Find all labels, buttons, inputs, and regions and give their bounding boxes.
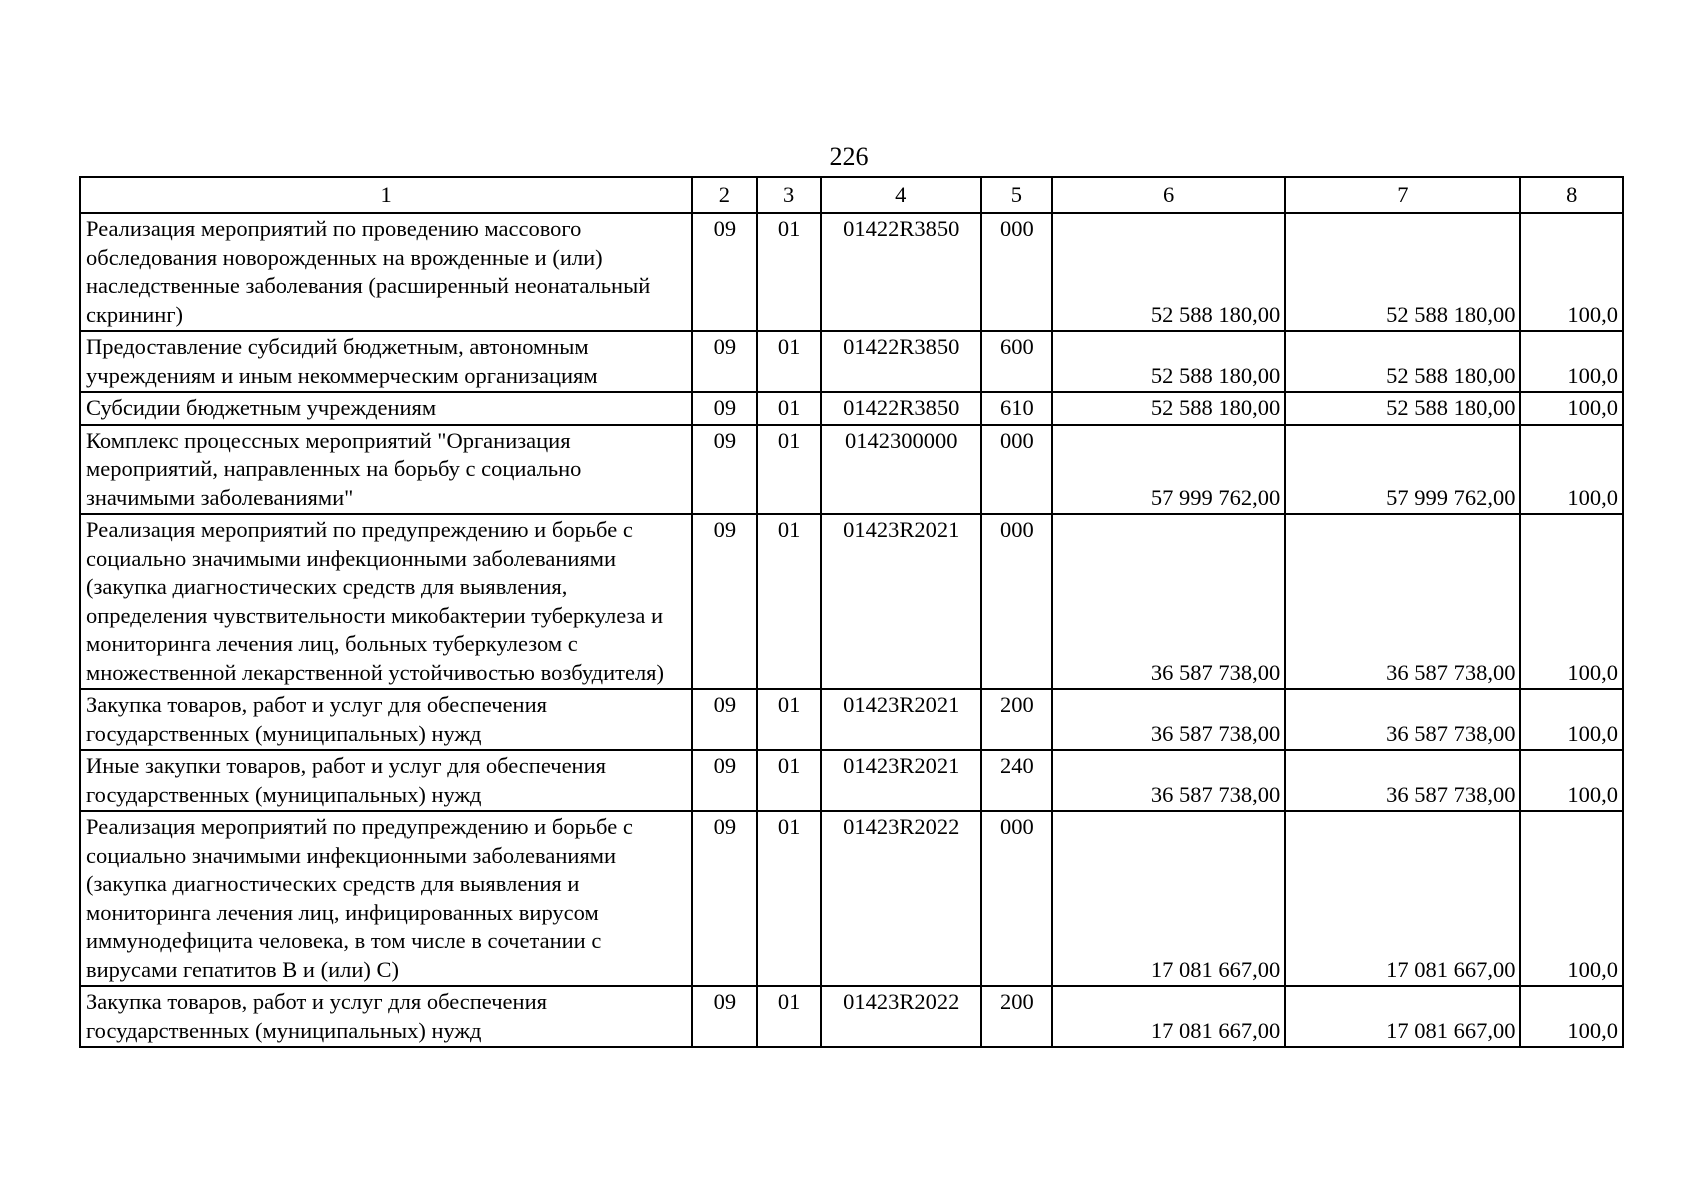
amount-planned: 57 999 762,00 <box>1052 425 1285 515</box>
item-name: Субсидии бюджетным учреждениям <box>80 392 692 425</box>
subsection-code: 01 <box>757 425 821 515</box>
execution-percent: 100,0 <box>1520 811 1623 986</box>
table-row <box>80 689 1623 750</box>
amount-planned: 36 587 738,00 <box>1052 689 1285 750</box>
execution-percent: 100,0 <box>1520 514 1623 689</box>
expense-type-code: 000 <box>981 425 1052 515</box>
subsection-code: 01 <box>757 811 821 986</box>
table-row <box>80 811 1623 986</box>
table-row <box>80 392 1623 425</box>
amount-executed: 36 587 738,00 <box>1285 689 1520 750</box>
subsection-code: 01 <box>757 514 821 689</box>
target-article-code: 01422R3850 <box>821 392 981 425</box>
item-name: Закупка товаров, работ и услуг для обеспечения государственных (муниципальных) нужд <box>80 689 692 750</box>
section-code: 09 <box>692 811 756 986</box>
expense-type-code: 000 <box>981 811 1052 986</box>
amount-executed: 52 588 180,00 <box>1285 331 1520 392</box>
amount-planned: 52 588 180,00 <box>1052 213 1285 331</box>
column-header: 2 <box>692 177 756 213</box>
expense-type-code: 000 <box>981 514 1052 689</box>
target-article-code: 01422R3850 <box>821 331 981 392</box>
section-code: 09 <box>692 213 756 331</box>
column-header: 6 <box>1052 177 1285 213</box>
amount-executed: 17 081 667,00 <box>1285 811 1520 986</box>
item-name: Иные закупки товаров, работ и услуг для обеспечения государственных (муниципальных) нужд <box>80 750 692 811</box>
amount-executed: 52 588 180,00 <box>1285 213 1520 331</box>
target-article-code: 01422R3850 <box>821 213 981 331</box>
page-number: 226 <box>829 142 869 171</box>
item-name: Закупка товаров, работ и услуг для обеспечения государственных (муниципальных) нужд <box>80 986 692 1047</box>
target-article-code: 01423R2022 <box>821 811 981 986</box>
section-code: 09 <box>692 331 756 392</box>
amount-planned: 36 587 738,00 <box>1052 750 1285 811</box>
column-header: 5 <box>981 177 1052 213</box>
expense-type-code: 000 <box>981 213 1052 331</box>
target-article-code: 0142300000 <box>821 425 981 515</box>
subsection-code: 01 <box>757 750 821 811</box>
subsection-code: 01 <box>757 331 821 392</box>
execution-percent: 100,0 <box>1520 750 1623 811</box>
section-code: 09 <box>692 986 756 1047</box>
expense-type-code: 240 <box>981 750 1052 811</box>
column-header: 1 <box>80 177 692 213</box>
item-name: Реализация мероприятий по предупреждению и борьбе с социально значимыми инфекционными заболеваниями (закупка диагностических средств для выявления, определения чувствительности микобактерии туберкулеза и мониторинга лечения лиц, больных туберкулезом с множественной лекарственной устойчивостью возбудителя) <box>80 514 692 689</box>
table-row <box>80 425 1623 515</box>
amount-planned: 17 081 667,00 <box>1052 811 1285 986</box>
amount-executed: 36 587 738,00 <box>1285 514 1520 689</box>
target-article-code: 01423R2021 <box>821 514 981 689</box>
section-code: 09 <box>692 750 756 811</box>
target-article-code: 01423R2022 <box>821 986 981 1047</box>
amount-executed: 17 081 667,00 <box>1285 986 1520 1047</box>
amount-planned: 52 588 180,00 <box>1052 331 1285 392</box>
item-name: Предоставление субсидий бюджетным, автономным учреждениям и иным некоммерческим организациям <box>80 331 692 392</box>
subsection-code: 01 <box>757 213 821 331</box>
column-header: 8 <box>1520 177 1623 213</box>
budget-table <box>79 176 1624 1048</box>
execution-percent: 100,0 <box>1520 425 1623 515</box>
section-code: 09 <box>692 392 756 425</box>
table-row <box>80 986 1623 1047</box>
table-row <box>80 750 1623 811</box>
execution-percent: 100,0 <box>1520 986 1623 1047</box>
header-row <box>80 177 1623 213</box>
subsection-code: 01 <box>757 689 821 750</box>
section-code: 09 <box>692 425 756 515</box>
expense-type-code: 200 <box>981 689 1052 750</box>
execution-percent: 100,0 <box>1520 213 1623 331</box>
section-code: 09 <box>692 514 756 689</box>
target-article-code: 01423R2021 <box>821 689 981 750</box>
item-name: Реализация мероприятий по предупреждению и борьбе с социально значимыми инфекционными заболеваниями (закупка диагностических средств для выявления и мониторинга лечения лиц, инфицированных вирусом иммунодефицита человека, в том числе в сочетании с вирусами гепатитов В и (или) С) <box>80 811 692 986</box>
amount-planned: 36 587 738,00 <box>1052 514 1285 689</box>
expense-type-code: 610 <box>981 392 1052 425</box>
target-article-code: 01423R2021 <box>821 750 981 811</box>
section-code: 09 <box>692 689 756 750</box>
amount-executed: 52 588 180,00 <box>1285 392 1520 425</box>
item-name: Реализация мероприятий по проведению массового обследования новорожденных на врожденные и (или) наследственные заболевания (расширенный неонатальный скрининг) <box>80 213 692 331</box>
subsection-code: 01 <box>757 392 821 425</box>
execution-percent: 100,0 <box>1520 392 1623 425</box>
expense-type-code: 600 <box>981 331 1052 392</box>
subsection-code: 01 <box>757 986 821 1047</box>
item-name: Комплекс процессных мероприятий "Организация мероприятий, направленных на борьбу с социально значимыми заболеваниями" <box>80 425 692 515</box>
table-row <box>80 213 1623 331</box>
execution-percent: 100,0 <box>1520 331 1623 392</box>
column-header: 7 <box>1285 177 1520 213</box>
amount-planned: 52 588 180,00 <box>1052 392 1285 425</box>
table-row <box>80 331 1623 392</box>
amount-executed: 36 587 738,00 <box>1285 750 1520 811</box>
amount-executed: 57 999 762,00 <box>1285 425 1520 515</box>
amount-planned: 17 081 667,00 <box>1052 986 1285 1047</box>
column-header: 4 <box>821 177 981 213</box>
column-header: 3 <box>757 177 821 213</box>
execution-percent: 100,0 <box>1520 689 1623 750</box>
table-row <box>80 514 1623 689</box>
expense-type-code: 200 <box>981 986 1052 1047</box>
